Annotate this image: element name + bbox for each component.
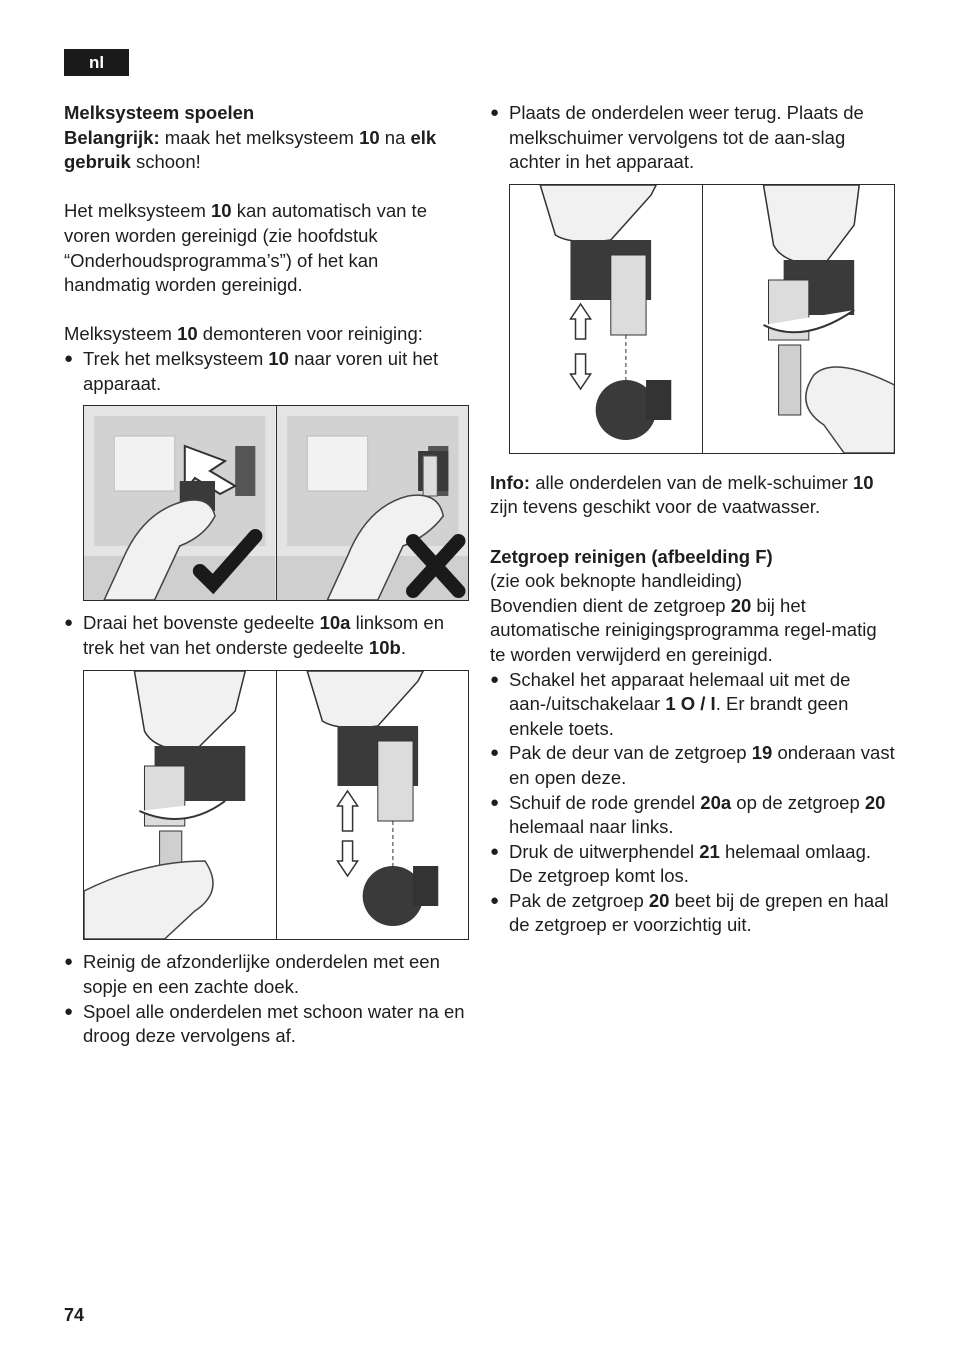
- important-note: Belangrijk: maak het melksysteem 10 na elk gebruik schoon!: [64, 126, 437, 173]
- brew-unit-paragraph: Bovendien dient de zetgroep 20 bij het automatische reinigingsprogramma regel-matig te worden verwijderd en gereinigd.: [490, 594, 877, 665]
- language-tag: [64, 49, 129, 76]
- figure-reassemble: [509, 184, 895, 454]
- language-label: nl: [88, 52, 105, 72]
- figure-panel-join: [510, 185, 702, 453]
- left-column: [64, 101, 469, 1049]
- section-heading-milk: Melksysteem spoelen: [64, 102, 255, 123]
- bullet-reassemble: ● Plaats de onderdelen weer terug. Plaats de melkschuimer vervolgens tot de aan-slag achter in het apparaat.: [490, 101, 895, 175]
- auto-clean-paragraph: Het melksysteem 10 kan automatisch van te voren worden gereinigd (zie hoofdstuk “Onderhoudsprogramma’s”) of het kan handmatig worden gereinigd.: [64, 200, 427, 296]
- bullet-clean-parts: ● Reinig de afzonderlijke onderdelen met een sopje en een zachte doek.: [64, 950, 469, 999]
- bullet-pull-milk-system: ● Trek het melksysteem 10 naar voren uit het apparaat.: [64, 347, 469, 396]
- bullet-rinse-parts: ● Spoel alle onderdelen met schoon water na en droog deze vervolgens af.: [64, 1000, 469, 1049]
- bullet-open-door: ● Pak de deur van de zetgroep 19 onderaan vast en open deze.: [490, 741, 895, 790]
- info-dishwasher: Info: alle onderdelen van de melk-schuimer 10 zijn tevens geschikt voor de vaatwasser.: [490, 471, 874, 518]
- figure-pull-out: [83, 405, 469, 601]
- figure-panel-twist-on: [702, 185, 895, 453]
- figure-panel-correct: [84, 406, 276, 600]
- figure-separate-parts: [83, 670, 469, 940]
- bullet-slide-latch: ● Schuif de rode grendel 20a op de zetgroep 20 helemaal naar links.: [490, 791, 895, 840]
- section-heading-brew-unit: Zetgroep reinigen (afbeelding F): [490, 545, 773, 567]
- disassemble-intro: Melksysteem 10 demonteren voor reiniging:: [64, 323, 423, 345]
- figure-panel-pull-apart: [276, 671, 469, 939]
- bullet-switch-off: ● Schakel het apparaat helemaal uit met de aan-/uitschakelaar 1 O / I. Er brandt geen enkele toets.: [490, 668, 895, 742]
- bullet-press-lever: ● Druk de uitwerphendel 21 helemaal omlaag. De zetgroep komt los.: [490, 840, 895, 889]
- figure-panel-wrong: [276, 406, 469, 600]
- brew-unit-subheading: (zie ook beknopte handleiding): [490, 570, 742, 592]
- figure-panel-twist: [84, 671, 276, 939]
- right-column: [490, 101, 895, 938]
- page-number: 74: [64, 1305, 85, 1325]
- bullet-remove-brew-unit: ● Pak de zetgroep 20 beet bij de grepen en haal de zetgroep er voorzichtig uit.: [490, 889, 895, 938]
- bullet-turn-top-part: ● Draai het bovenste gedeelte 10a linksom en trek het van het onderste gedeelte 10b.: [64, 611, 469, 660]
